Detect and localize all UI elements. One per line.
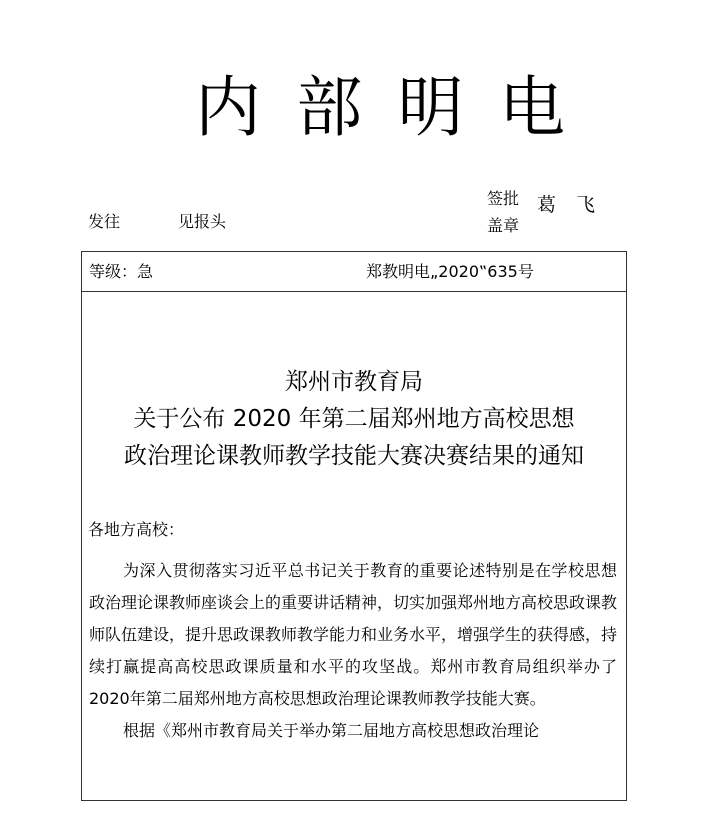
notice-body — [89, 555, 617, 747]
document-number: 郑教明电„2020‟635号 — [366, 262, 534, 281]
sign-seal-label — [487, 185, 523, 239]
frame-header-row — [82, 252, 626, 292]
title-char: 电 — [498, 69, 565, 146]
send-to-label: 发往 — [88, 212, 121, 231]
notice-title-line: 郑州市教育局 — [285, 369, 423, 395]
urgency-grade: 等级：急 — [89, 262, 154, 281]
seal-label: 盖章 — [487, 216, 520, 235]
document-header-title — [195, 68, 565, 148]
title-char: 部 — [296, 69, 363, 146]
signer-name: 葛飞 — [537, 194, 616, 216]
body-paragraph: 根据《郑州市教育局关于举办第二届地方高校思想政治理论 — [123, 721, 540, 740]
title-char: 内 — [195, 69, 261, 146]
title-char: 明 — [397, 69, 464, 146]
salutation: 各地方高校： — [88, 520, 185, 539]
telegram-frame — [81, 251, 627, 801]
notice-title-line: 政治理论课教师教学技能大赛决赛结果的通知 — [124, 443, 584, 469]
notice-title-line: 关于公布 2020 年第二届郑州地方高校思想 — [133, 406, 575, 432]
send-to-value: 见报头 — [178, 212, 227, 231]
notice-title — [82, 364, 626, 475]
sign-label: 签批 — [487, 189, 520, 208]
body-paragraph: 为深入贯彻落实习近平总书记关于教育的重要论述特别是在学校思想政治理论课教师座谈会上的重要讲话精神，切实加强郑州地方高校思政课教师队伍建设，提升思政课教师教学能力和业务水平，增强学生的获得感，持续打赢提高高校思政课质量和水平的攻坚战。郑州市教育局组织举办了 2020年第二届郑州地方高校思想政治理论课教师教学技能大赛。 — [89, 561, 618, 708]
